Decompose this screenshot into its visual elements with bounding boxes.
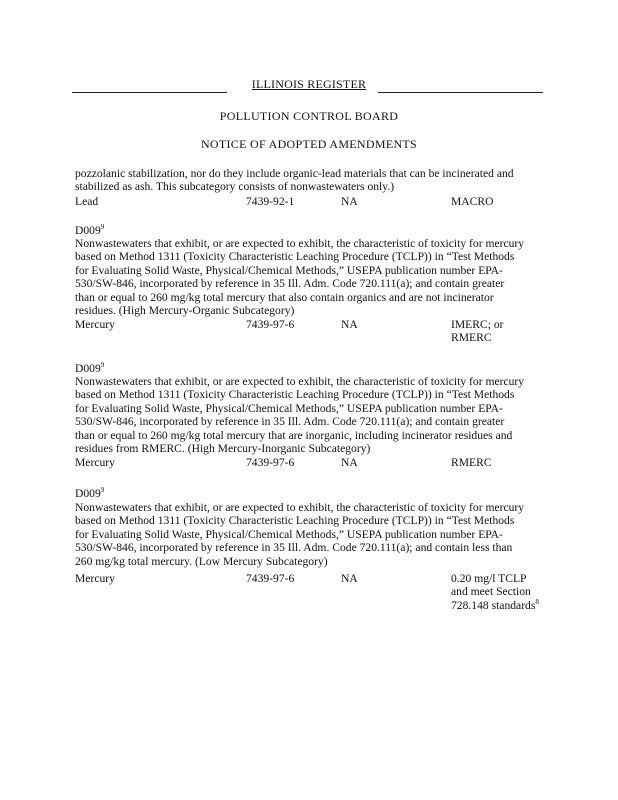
paragraph-line: stabilized as ash. This subcategory consists of nonwastewaters only.): [75, 180, 395, 194]
table-row-mercury: [75, 318, 545, 345]
constituent-name: Mercury: [75, 318, 115, 331]
section-paragraph: [75, 237, 545, 317]
paragraph-line: for Evaluating Solid Waste, Physical/Chemical Methods,” USEPA publication number EPA-: [75, 263, 503, 277]
register-title-text: ILLINOIS REGISTER: [251, 77, 367, 91]
standard-line: [451, 599, 539, 612]
paragraph-line: for Evaluating Solid Waste, Physical/Chemical Methods,” USEPA publication number EPA-: [75, 401, 503, 415]
waste-code: D009: [75, 362, 101, 375]
wastewater-standard: NA: [341, 195, 358, 208]
paragraph-line: 530/SW-846, incorporated by reference in 35 Ill. Adm. Code 720.111(a); and contain greater: [75, 277, 505, 291]
paragraph-line: than or equal to 260 mg/kg total mercury that also contain organics and are not incinerator: [75, 290, 494, 304]
wastewater-standard: NA: [341, 456, 358, 469]
standard-line: RMERC: [451, 456, 492, 469]
header-rule-right: [378, 92, 543, 93]
constituent-name: Mercury: [75, 456, 115, 469]
wastewater-standard: NA: [341, 318, 358, 331]
nonwastewater-standard: [451, 456, 492, 469]
section-paragraph: [75, 501, 545, 568]
waste-code-heading: [75, 487, 104, 500]
section-paragraph: [75, 375, 545, 455]
constituent-name: Lead: [75, 195, 99, 208]
table-row-mercury: [75, 456, 545, 470]
paragraph-line: residues from RMERC. (High Mercury-Inorganic Subcategory): [75, 442, 371, 456]
standard-line: RMERC: [451, 331, 492, 345]
paragraph-line: based on Method 1311 (Toxicity Characteristic Leaching Procedure (TCLP)) in “Test Methods: [75, 250, 515, 264]
paragraph-line: than or equal to 260 mg/kg total mercury that are inorganic, including incinerator residues and: [75, 428, 513, 442]
cas-number: 7439-97-6: [246, 318, 295, 331]
standard-line: 0.20 mg/l TCLP: [451, 572, 527, 585]
standard-line: and meet Section: [451, 585, 531, 599]
board-title: POLLUTION CONTROL BOARD: [219, 109, 399, 123]
paragraph-line: for Evaluating Solid Waste, Physical/Chemical Methods,” USEPA publication number EPA-: [75, 527, 503, 541]
paragraph-line: Nonwastewaters that exhibit, or are expected to exhibit, the characteristic of toxicity for mercury: [75, 237, 525, 250]
footnote-marker: 9: [100, 361, 105, 369]
standard-line-text: 728.148 standards: [451, 598, 536, 612]
paragraph-line: based on Method 1311 (Toxicity Characteristic Leaching Procedure (TCLP)) in “Test Methods: [75, 514, 515, 528]
footnote-marker: 9: [100, 223, 105, 231]
table-row-lead: [75, 195, 545, 209]
notice-title: NOTICE OF ADOPTED AMENDMENTS: [200, 137, 418, 151]
paragraph-line: Nonwastewaters that exhibit, or are expected to exhibit, the characteristic of toxicity for mercury: [75, 501, 525, 514]
waste-code-heading: [75, 224, 104, 237]
table-row-mercury: [75, 572, 545, 612]
footnote-marker: 8: [535, 597, 539, 606]
register-title: [0, 78, 618, 91]
paragraph-line: residues. (High Mercury-Organic Subcategory): [75, 304, 295, 318]
paragraph-line: 260 mg/kg total mercury. (Low Mercury Subcategory): [75, 554, 328, 568]
nonwastewater-standard: MACRO: [451, 195, 494, 208]
waste-code-heading: [75, 362, 104, 375]
header-rule-left: [72, 92, 227, 93]
footnote-marker: 9: [100, 486, 105, 494]
nonwastewater-standard: [451, 318, 504, 345]
cas-number: 7439-97-6: [246, 456, 295, 469]
waste-code: D009: [75, 224, 101, 237]
paragraph-line: 530/SW-846, incorporated by reference in 35 Ill. Adm. Code 720.111(a); and contain less than: [75, 541, 513, 555]
paragraph-line: pozzolanic stabilization, nor do they include organic-lead materials that can be incinerated and: [75, 167, 514, 180]
paragraph-line: 530/SW-846, incorporated by reference in 35 Ill. Adm. Code 720.111(a); and contain greater: [75, 415, 505, 429]
paragraph-line: based on Method 1311 (Toxicity Characteristic Leaching Procedure (TCLP)) in “Test Methods: [75, 388, 515, 402]
intro-paragraph: [75, 167, 545, 194]
nonwastewater-standard: [451, 572, 539, 612]
standard-line: IMERC; or: [451, 318, 504, 331]
cas-number: 7439-97-6: [246, 572, 295, 585]
constituent-name: Mercury: [75, 572, 115, 585]
cas-number: 7439-92-1: [246, 195, 295, 208]
wastewater-standard: NA: [341, 572, 358, 585]
waste-code: D009: [75, 487, 101, 500]
paragraph-line: Nonwastewaters that exhibit, or are expected to exhibit, the characteristic of toxicity for mercury: [75, 375, 525, 388]
